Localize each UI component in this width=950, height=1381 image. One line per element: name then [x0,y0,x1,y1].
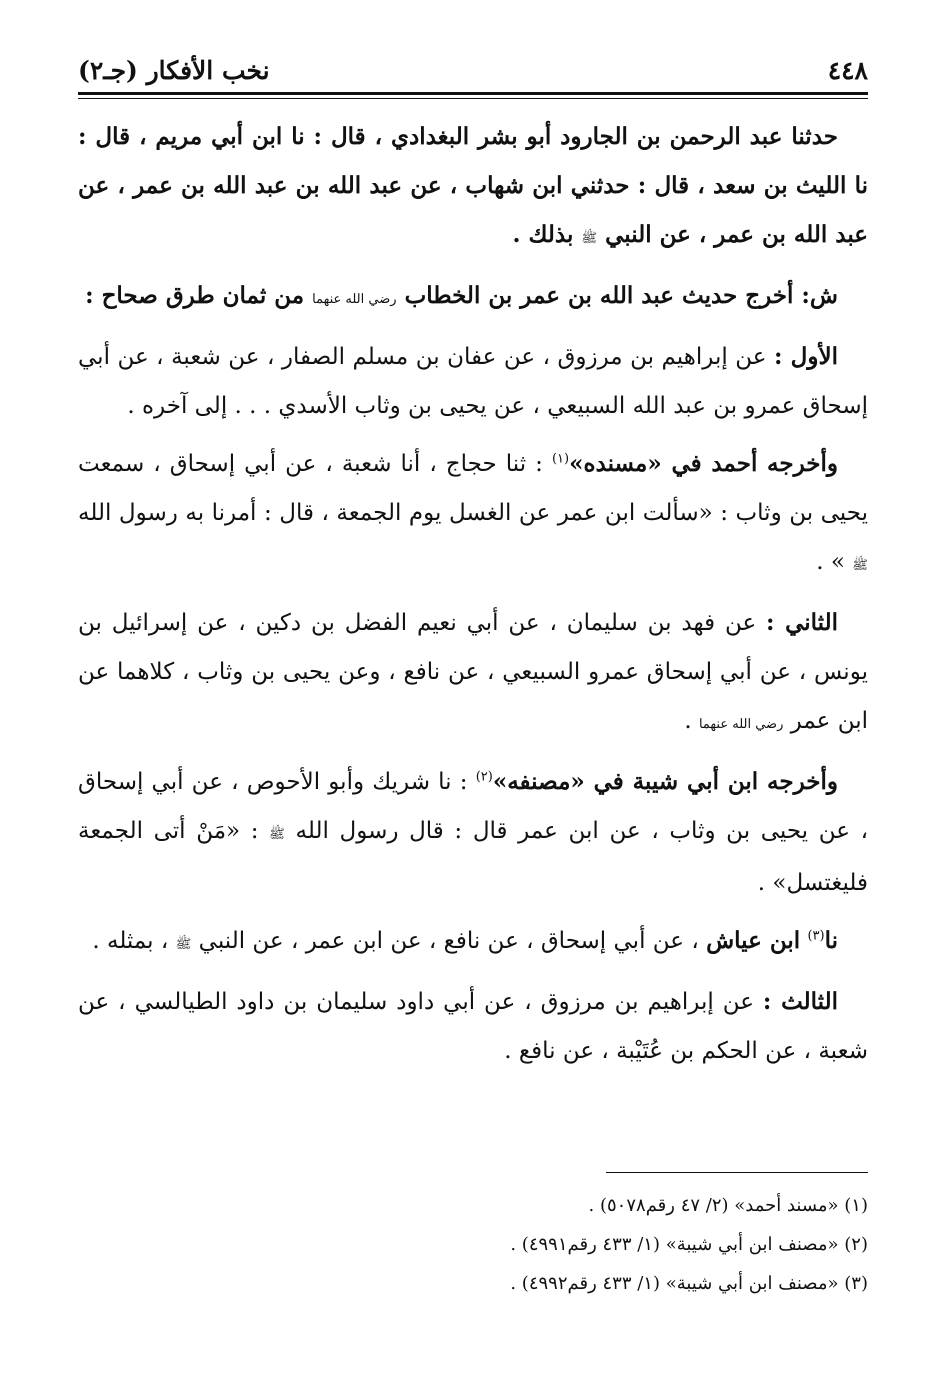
footnote-1: (١) «مسند أحمد» (٢/ ٤٧ رقم٥٠٧٨) . [588,1195,868,1216]
honorific-mark: رضي الله عنهما [698,717,784,732]
paragraph-second-route [78,598,868,749]
paragraph-ibn-abi-shaybah [78,757,868,908]
paragraph-text: عن فهد بن سليمان ، عن أبي نعيم الفضل بن دكين ، عن إسرائيل بن يونس ، عن أبي إسحاق عمرو السبيعي ، عن نافع ، وعن يحيى بن وثاب ، كلاهما عن ابن عمر [78,610,868,734]
salutation-mark: ﷺ [581,231,598,246]
salutation-mark: ﷺ [269,827,285,842]
paragraph-ibn-ayyash [78,916,868,969]
honorific-mark: رضي الله عنهما [312,292,397,307]
paragraph-text: » . [816,549,845,575]
source-heading: وأخرجه ابن أبي شيبة في «مصنفه» [492,768,839,795]
paragraph-commentary-intro [78,271,868,324]
paragraph-text: من ثمان طرق صحاح : [85,282,305,309]
paragraph-text: عن إبراهيم بن مرزوق ، عن أبي داود سليمان بن داود الطيالسي ، عن شعبة ، عن الحكم بن عُتَيْبة ، عن نافع . [78,989,868,1064]
main-text [78,112,868,1084]
route-heading: الثالث : [762,988,839,1015]
salutation-mark: ﷺ [175,937,192,952]
paragraph-text: حدثنا عبد الرحمن بن الجارود أبو بشر البغدادي ، قال : نا ابن أبي مريم ، قال : نا الليث بن سعد ، قال : حدثني ابن شهاب ، عن عبد الله بن عبد الله بن عمر ، عن عبد الله بن عمر ، عن النبي [78,123,868,248]
footnotes [78,1186,868,1303]
footnote-3: (٣) «مصنف ابن أبي شيبة» (١/ ٤٣٣ رقم٤٩٩٢) . [510,1273,868,1294]
source-heading: وأخرجه أحمد في «مسنده» [569,450,839,477]
footnote-ref: (٢) [475,769,493,785]
paragraph-ahmad [78,439,868,590]
paragraph-text: ، عن أبي إسحاق ، عن نافع ، عن ابن عمر ، عن النبي [198,928,699,954]
paragraph-text: ، بمثله . [92,928,169,954]
paragraph-text: ش: أخرج حديث عبد الله بن عمر بن الخطاب [404,282,838,309]
book-title: نخب الأفكار (جـ٢) [78,55,270,85]
route-heading: الثاني : [766,609,839,636]
paragraph-text: : نا شريك وأبو الأحوص ، عن أبي إسحاق ، عن يحيى بن وثاب ، عن ابن عمر قال : قال رسول الله [78,769,869,844]
header-double-rule [78,92,868,98]
footnote-2: (٢) «مصنف ابن أبي شيبة» (١/ ٤٣٣ رقم٤٩٩١) . [510,1234,868,1255]
salutation-mark: ﷺ [852,558,868,573]
paragraph-text: . [684,708,692,734]
running-header [78,50,868,90]
paragraph-text: : ثنا حجاج ، أنا شعبة ، عن أبي إسحاق ، سمعت يحيى بن وثاب : «سألت ابن عمر عن الغسل يوم الجمعة ، قال : أمرنا به رسول الله [78,451,868,526]
paragraph-third-route [78,977,868,1076]
footnote-ref: (٣) [807,928,825,944]
paragraph-text: عن إبراهيم بن مرزوق ، عن عفان بن مسلم الصفار ، عن شعبة ، عن أبي إسحاق عمرو بن عبد الله السبيعي ، عن يحيى بن وثاب الأسدي . . . إلى آخره . [78,344,868,419]
paragraph-isnad [78,112,868,263]
narrator-name: ابن عياش [706,927,801,954]
paragraph-first-route [78,332,868,431]
route-heading: الأول : [773,343,838,370]
narrator-lead: نا [824,927,838,954]
page-number: ٤٤٨ [827,55,868,85]
paragraph-text: : «مَنْ أتى الجمعة فليغتسل» . [78,818,868,896]
paragraph-text: بذلك . [512,221,574,248]
footnote-separator [606,1172,868,1173]
footnote-ref: (١) [551,451,570,467]
